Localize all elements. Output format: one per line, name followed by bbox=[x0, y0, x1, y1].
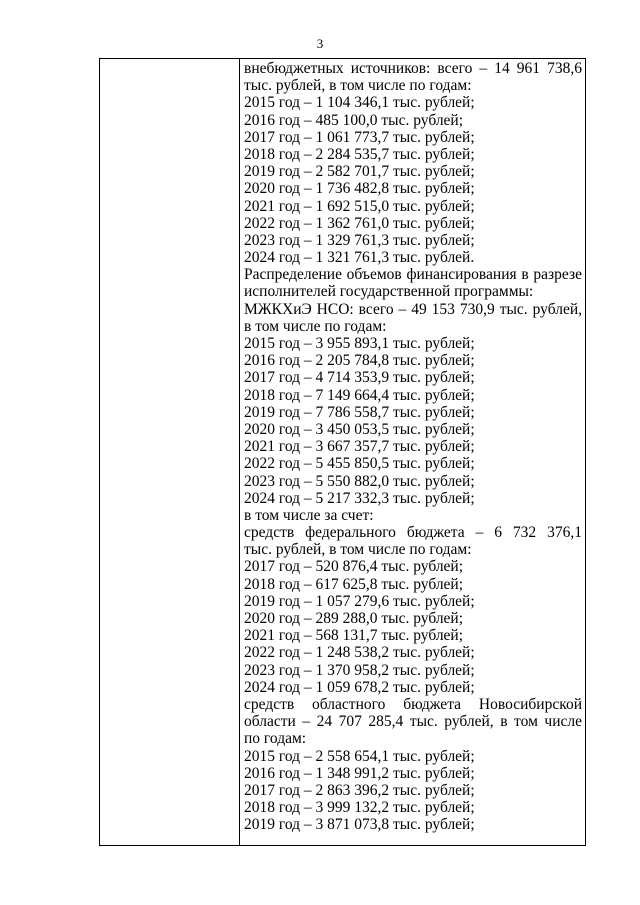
text-line: 2017 год – 1 061 773,7 тыс. рублей; bbox=[244, 128, 475, 146]
text-line: области – 24 707 285,4 тыс. рублей, в том числе bbox=[244, 713, 582, 731]
text-line: 2023 год – 5 550 882,0 тыс. рублей; bbox=[244, 472, 475, 490]
text-line: 2020 год – 3 450 053,5 тыс. рублей; bbox=[244, 420, 475, 438]
funding-table bbox=[99, 58, 586, 846]
text-line: 2016 год – 1 348 991,2 тыс. рублей; bbox=[244, 764, 475, 782]
text-line: 2015 год – 3 955 893,1 тыс. рублей; bbox=[244, 335, 475, 352]
text-line: 2024 год – 5 217 332,3 тыс. рублей; bbox=[244, 489, 475, 507]
text-line: 2015 год – 1 104 346,1 тыс. рублей; bbox=[244, 94, 475, 112]
text-line: внебюджетных источников: всего – 14 961 738,6 bbox=[244, 60, 582, 77]
text-line: 2019 год – 1 057 279,6 тыс. рублей; bbox=[244, 592, 475, 610]
page-number: 3 bbox=[316, 36, 324, 51]
text-line: 2018 год – 3 999 132,2 тыс. рублей; bbox=[244, 799, 475, 817]
text-line: 2020 год – 289 288,0 тыс. рублей; bbox=[244, 610, 464, 627]
text-line: исполнителей государственной программы: bbox=[244, 283, 534, 301]
text-line: средств областного бюджета Новосибирской bbox=[244, 695, 582, 713]
text-line: 2024 год – 1 321 761,3 тыс. рублей. bbox=[244, 249, 475, 267]
text-line: 2019 год – 7 786 558,7 тыс. рублей; bbox=[244, 403, 475, 421]
text-line: тыс. рублей, в том числе по годам: bbox=[244, 541, 472, 559]
text-line: 2017 год – 520 876,4 тыс. рублей; bbox=[244, 558, 464, 576]
text-line: 2022 год – 1 362 761,0 тыс. рублей; bbox=[244, 214, 475, 232]
text-line: средств федерального бюджета – 6 732 376,1 bbox=[244, 524, 582, 542]
text-line: 2017 год – 2 863 396,2 тыс. рублей; bbox=[244, 781, 475, 799]
text-line: в том числе за счет: bbox=[244, 506, 374, 524]
text-line: Распределение объемов финансирования в разрезе bbox=[244, 266, 582, 284]
text-line: 2019 год – 2 582 701,7 тыс. рублей; bbox=[244, 163, 475, 181]
text-line: 2015 год – 2 558 654,1 тыс. рублей; bbox=[244, 747, 475, 765]
text-line: 2023 год – 1 370 958,2 тыс. рублей; bbox=[244, 661, 475, 679]
text-line: 2018 год – 7 149 664,4 тыс. рублей; bbox=[244, 386, 475, 404]
text-line: 2021 год – 3 667 357,7 тыс. рублей; bbox=[244, 438, 475, 456]
text-line: тыс. рублей, в том числе по годам: bbox=[244, 77, 472, 95]
text-line: 2020 год – 1 736 482,8 тыс. рублей; bbox=[244, 180, 475, 198]
text-line: 2023 год – 1 329 761,3 тыс. рублей; bbox=[244, 231, 475, 249]
text-line: 2016 год – 485 100,0 тыс. рублей; bbox=[244, 111, 464, 129]
text-line: 2019 год – 3 871 073,8 тыс. рублей; bbox=[244, 816, 475, 834]
text-line: 2017 год – 4 714 353,9 тыс. рублей; bbox=[244, 369, 475, 387]
funding-text-column bbox=[244, 60, 582, 833]
text-line: 2024 год – 1 059 678,2 тыс. рублей; bbox=[244, 678, 475, 696]
text-line: МЖКХиЭ НСО: всего – 49 153 730,9 тыс. рублей, bbox=[244, 300, 582, 318]
text-line: 2018 год – 617 625,8 тыс. рублей; bbox=[244, 575, 464, 593]
text-line: 2022 год – 1 248 538,2 тыс. рублей; bbox=[244, 644, 475, 662]
text-line: 2022 год – 5 455 850,5 тыс. рублей; bbox=[244, 455, 475, 473]
text-line: в том числе по годам: bbox=[244, 317, 387, 335]
text-line: по годам: bbox=[244, 730, 307, 748]
text-line: 2018 год – 2 284 535,7 тыс. рублей; bbox=[244, 145, 475, 163]
text-line: 2021 год – 568 131,7 тыс. рублей; bbox=[244, 627, 464, 645]
text-line: 2021 год – 1 692 515,0 тыс. рублей; bbox=[244, 197, 475, 215]
text-line: 2016 год – 2 205 784,8 тыс. рублей; bbox=[244, 352, 475, 370]
column-divider bbox=[239, 59, 240, 845]
